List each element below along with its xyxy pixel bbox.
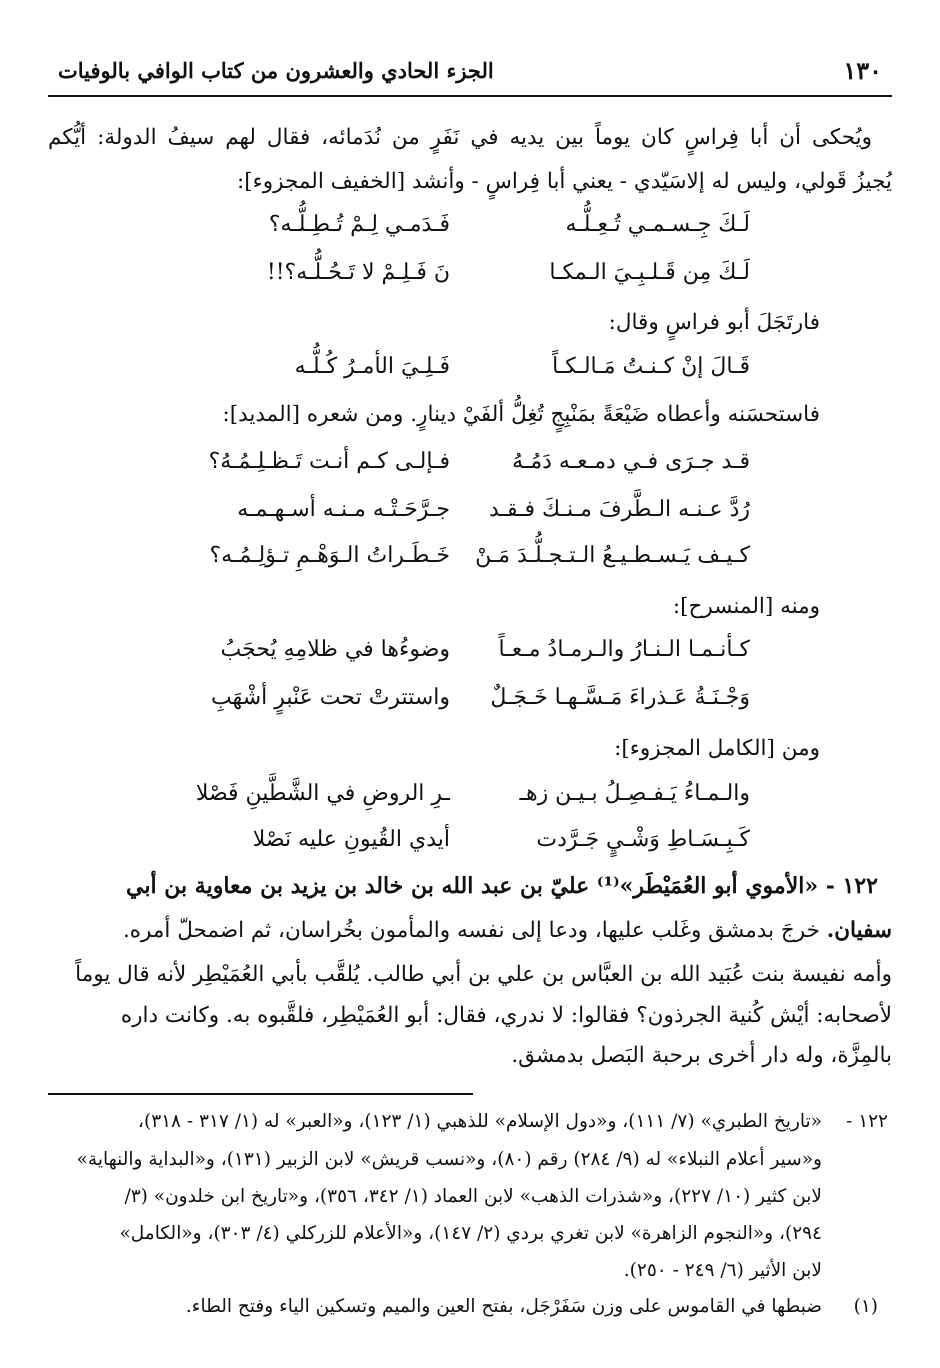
verse-line [0, 543, 940, 583]
verse-line [0, 685, 940, 725]
verse-line [0, 497, 940, 537]
footnote-line: ٢٩٤)، و«النجوم الزاهرة» لابن تغري بردي (٢/ ١٤٧)، و«الأعلام للزركلي (٤/ ٣٠٣)، و«الكامل» [119, 1223, 822, 1244]
verse-hemistich-second: ـرِ الروضِ في الشَّطَّينِ فَصْلا [195, 781, 450, 806]
footnote-line: لابن الأثير (٦/ ٢٤٩ - ٢٥٠). [623, 1260, 822, 1281]
footnote-number: (١) [853, 1296, 878, 1317]
verse-hemistich-first: لَـكَ جِـسـمـي تُـعِـلُّـه [565, 212, 750, 237]
running-title: الجزء الحادي والعشرون من كتاب الوافي بالوفيات [58, 58, 494, 83]
verse-hemistich-first: قَـالَ إنْ كـنـتُ مَـالـكـاً [552, 354, 750, 379]
entry-name-end: سفيان. [826, 918, 892, 943]
footnote-line: ضبطها في القاموس على وزن سَفَرْجَل، بفتح العين والميم وتسكين الياء وفتح الطاء. [185, 1296, 822, 1317]
verse-hemistich-second: جـرَّحَـتْـه مـنـه أسـهـمـه [237, 497, 450, 522]
verse-line [0, 781, 940, 821]
verse-line [0, 260, 940, 300]
entry-line-3: وأمه نفيسة بنت عُبَيد الله بن العبَّاس بن علي بن أبي طالب. يُلقَّب بأبي العُمَيْطِر لأنه قال يوماً [75, 962, 892, 987]
verse-hemistich-first: قـد جـرَى فـي دمـعـه دَمُـهُ [512, 449, 750, 474]
transition-line: ومن [الكامل المجزوء]: [614, 736, 820, 761]
entry-line-4: لأصحابه: أيْش كُنية الجرذون؟ فقالوا: لا ندري، فقال: أبو العُمَيْطِر، فلقَّبوه به. وكانت داره [120, 1003, 892, 1028]
running-head [48, 52, 892, 92]
transition-line: فارتَجَلَ أبو فراسٍ وقال: [608, 310, 820, 335]
verse-hemistich-first: لَـكَ مِن قَـلـبِـيَ الـمكـا [549, 260, 750, 285]
verse-hemistich-first: كـيـف يَـسـطـيـعُ الـتـجـلُّـدَ مَـنْ [475, 543, 750, 568]
verse-hemistich-second: فَـلِـيَ الأمـرُ كُـلُّـه [294, 354, 450, 379]
verse-hemistich-first: كَـبِـسَـاطِ وَشْـيٍ جَـرَّدت [536, 827, 750, 852]
verse-hemistich-second: وضوءُها في ظلامِهِ يُحجَبُ [220, 637, 450, 662]
intro-line-1: ويُحكى أن أبا فِراسٍ كان يوماً بين يديه في نَفَرٍ من نُدَمائه، فقال لهم سيفُ الدولة: أيُّكم [48, 125, 872, 150]
verse-line [0, 449, 940, 489]
verse-hemistich-second: نَ فَـلِـمْ لا تَـحُـلُّـه؟!! [266, 260, 450, 285]
footnote-line: و«سير أعلام النبلاء» له (٩/ ٢٨٤) رقم (٨٠)، و«نسب قريش» لابن الزبير (١٣١)، و«البداية والنهاية» [76, 1149, 822, 1170]
transition-line: ومنه [المنسرح]: [672, 594, 820, 619]
verse-hemistich-second: أيدي القُيونِ عليه نَصْلا [252, 827, 450, 852]
page-number: ١٣٠ [843, 56, 882, 85]
verse-hemistich-first: وَجْـنَـةُ عَـذراءَ مَـسَّـهـا خَـجَـلٌ [490, 685, 750, 710]
verse-hemistich-first: والـمـاءُ يَـفـصِـلُ بـيـن زهـ [519, 781, 750, 806]
footnote-line: «تاريخ الطبري» (٧/ ١١١)، و«دول الإسلام» للذهبي (١/ ١٢٣)، و«العبر» له (١/ ٣١٧ - ٣١٨)، [137, 1111, 822, 1132]
intro-line-2: يُجيزُ قَولي، وليس له إلاسَيّدي - يعني أبا فِراسٍ - وأنشد [الخفيف المجزوء]: [237, 169, 892, 194]
entry-line-5: بالمِزَّة، وله دار أخرى برحبة البَصل بدمشق. [511, 1043, 892, 1068]
footnote-line: لابن كثير (١٠/ ٢٢٧)، و«شذرات الذهب» لابن العماد (١/ ٣٤٢، ٣٥٦)، و«تاريخ ابن خلدون» (٣/ [124, 1186, 822, 1207]
verse-hemistich-second: خَـطَـراتُ الـوَهْـمِ تـؤلِـمُـه؟ [209, 543, 450, 568]
verse-hemistich-first: كـأنـمـا الـنـارُ والـرمـادُ مـعـاً [498, 637, 750, 662]
entry-line-2 [123, 918, 892, 943]
header-rule [48, 95, 892, 97]
verse-line [0, 827, 940, 867]
entry-line-2-text: خرجَ بدمشق وغَلب عليها، ودعا إلى نفسه والمأمون بخُراسان، ثم اضمحلّ أمره. [122, 918, 820, 943]
verse-line [0, 637, 940, 677]
footnote-number: ١٢٢ - [846, 1111, 888, 1132]
verse-hemistich-second: واستترتْ تحت عَنْبرٍ أشْهَبِ [210, 685, 450, 710]
verse-hemistich-second: فـإلـى كـم أنـت تَـظـلِـمُـهُ؟ [208, 449, 450, 474]
verse-line [0, 354, 940, 394]
footnote-rule [48, 1093, 473, 1095]
verse-hemistich-second: فَـدَمـي لِـمْ تُـطِـلُّـه؟ [268, 212, 450, 237]
verse-line [0, 212, 940, 252]
transition-line: فاستحسَنه وأعطاه ضَيْعَةً بمَنْبِجٍ تُغِلُّ ألفَيْ دينارٍ. ومن شعره [المديد]: [222, 402, 820, 427]
verse-hemistich-first: رُدَّ عـنـه الـطَّرفَ مـنـكَ فـقـد [488, 497, 750, 522]
entry-heading: ١٢٢ - «الأموي أبو العُمَيْطَر»⁽¹⁾ عليّ بن عبد الله بن خالد بن يزيد بن معاوية بن أبي [126, 873, 878, 899]
